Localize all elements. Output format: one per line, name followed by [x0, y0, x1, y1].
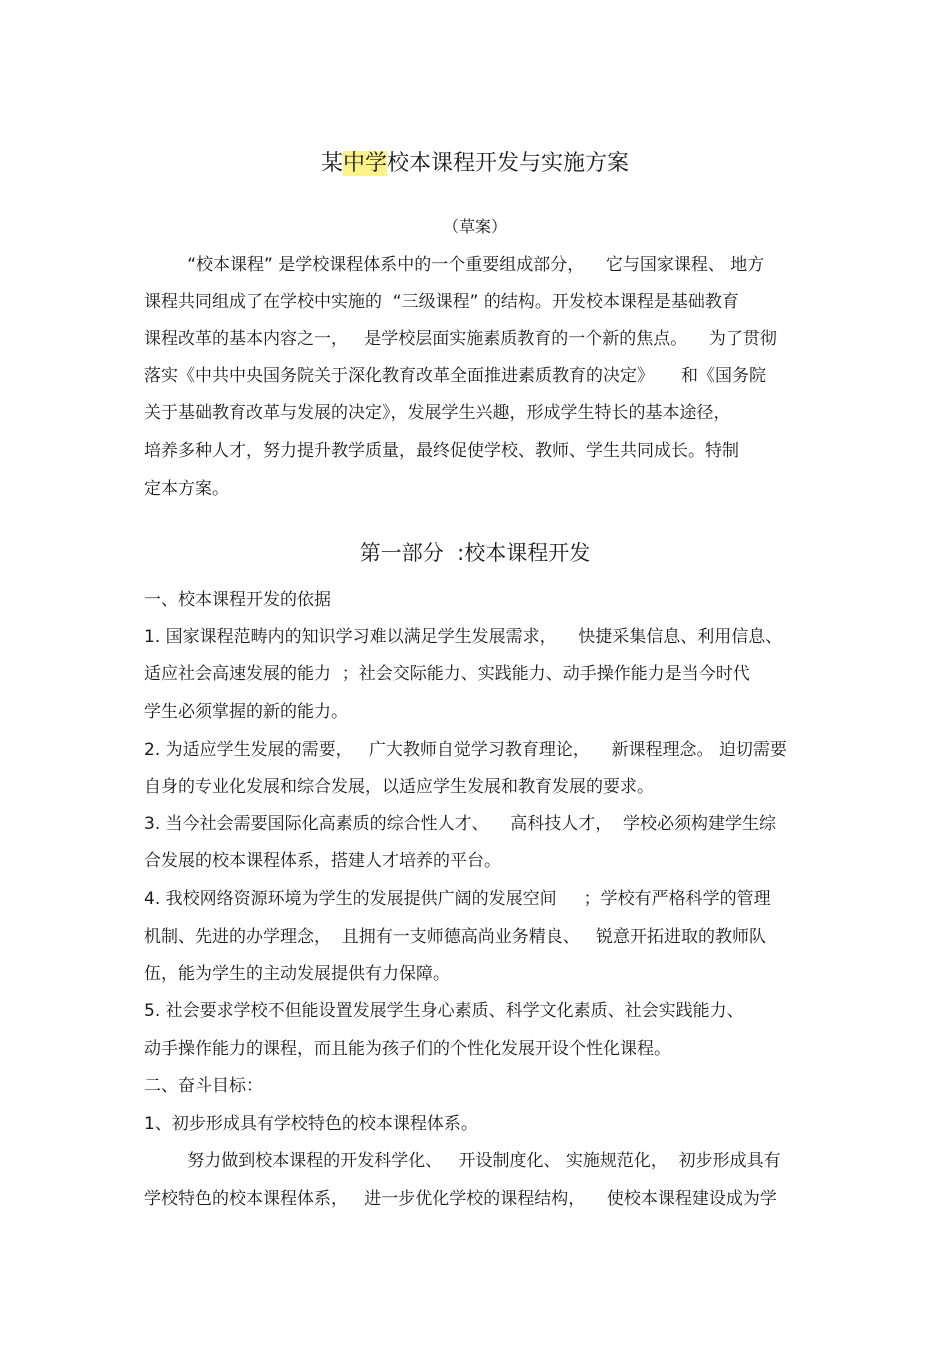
- intro-line: 落实《中共中央国务院关于深化教育改革全面推进素质教育的决定》 和《国务院: [144, 366, 767, 386]
- basis-line: 5. 社会要求学校不但能设置发展学生身心素质、科学文化素质、社会实践能力、: [144, 1001, 744, 1021]
- basis-line: 自身的专业化发展和综合发展，以适应学生发展和教育发展的要求。: [144, 777, 654, 797]
- document-subtitle: （草案）: [442, 217, 507, 236]
- basis-line: 机制、先进的办学理念， 且拥有一支师德高尚业务精良、 锐意开拓进取的教师队: [144, 927, 767, 947]
- section-title: 第一部分 :校本课程开发: [359, 541, 591, 565]
- intro-line: 课程共同组成了在学校中实施的 “三级课程” 的结构。开发校本课程是基础教育: [144, 292, 739, 312]
- basis-heading: 一、校本课程开发的依据: [144, 590, 331, 610]
- basis-line: 2. 为适应学生发展的需要， 广大教师自觉学习教育理论， 新课程理念。 迫切需要: [144, 740, 787, 760]
- title-part-1: 某: [320, 151, 343, 176]
- goal-heading: 二、奋斗目标：: [144, 1076, 263, 1096]
- basis-line: 合发展的校本课程体系，搭建人才培养的平台。: [144, 851, 501, 871]
- document-title: [0, 150, 950, 178]
- goal-1-heading: 1、初步形成具有学校特色的校本课程体系。: [144, 1114, 478, 1134]
- goal-1-line: 努力做到校本课程的开发科学化、 开设制度化、 实施规范化， 初步形成具有: [144, 1151, 781, 1171]
- basis-line: 3. 当今社会需要国际化高素质的综合性人才、 高科技人才， 学校必须构建学生综: [144, 814, 777, 834]
- basis-line: 1. 国家课程范畴内的知识学习难以满足学生发展需求， 快捷采集信息、利用信息、: [144, 627, 783, 647]
- basis-line: 学生必须掌握的新的能力。: [144, 702, 348, 722]
- intro-line: 定本方案。: [144, 479, 229, 499]
- basis-line: 4. 我校网络资源环境为学生的发展提供广阔的发展空间 ；学校有严格科学的管理: [144, 889, 771, 909]
- basis-line: 适应社会高速发展的能力 ；社会交际能力、实践能力、动手操作能力是当今时代: [144, 664, 750, 684]
- basis-line: 伍，能为学生的主动发展提供有力保障。: [144, 964, 450, 984]
- intro-line: “校本课程” 是学校课程体系中的一个重要组成部分， 它与国家课程、 地方: [144, 255, 765, 275]
- intro-line: 培养多种人才，努力提升教学质量，最终促使学校、教师、学生共同成长。特制: [144, 441, 739, 461]
- title-part-2: 校本课程开发与实施方案: [387, 151, 630, 176]
- intro-line: 课程改革的基本内容之一， 是学校层面实施素质教育的一个新的焦点。 为了贯彻: [144, 329, 777, 349]
- intro-line: 关于基础教育改革与发展的决定》，发展学生兴趣，形成学生特长的基本途径，: [144, 403, 731, 423]
- goal-1-line: 学校特色的校本课程体系， 进一步优化学校的课程结构， 使校本课程建设成为学: [144, 1189, 777, 1209]
- title-highlight: 中学: [342, 151, 387, 176]
- basis-line: 动手操作能力的课程，而且能为孩子们的个性化发展开设个性化课程。: [144, 1039, 671, 1059]
